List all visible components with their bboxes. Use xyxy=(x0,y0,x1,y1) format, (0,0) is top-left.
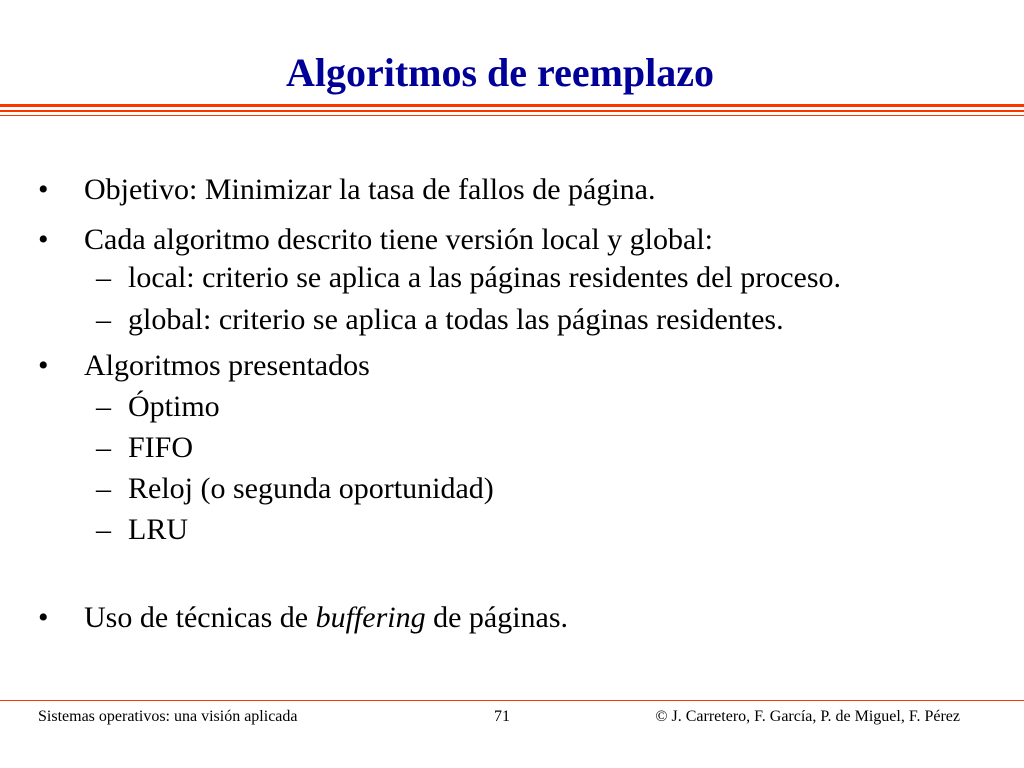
sub-bullet-text-local: local: criterio se aplica a las páginas residentes del proceso. xyxy=(128,261,842,294)
dash-symbol: – xyxy=(96,303,111,336)
sub-bullet-text-reloj: Reloj (o segunda oportunidad) xyxy=(128,472,494,505)
dash-symbol: – xyxy=(96,513,111,546)
bullet-text-algoritmos: Algoritmos presentados xyxy=(84,349,370,382)
dash-symbol: – xyxy=(96,472,111,505)
bullet-symbol: • xyxy=(38,601,49,634)
footer-authors: © J. Carretero, F. García, P. de Miguel, F. Pérez xyxy=(655,708,960,725)
footer-book-title: Sistemas operativos: una visión aplicada xyxy=(38,708,298,725)
bullet-text-uso-emphasis: buffering xyxy=(315,601,426,634)
bullet-symbol: • xyxy=(38,173,49,206)
bullet-text-uso-prefix: Uso de técnicas de xyxy=(84,601,309,634)
bullet-symbol: • xyxy=(38,349,49,382)
footer-page-number: 71 xyxy=(494,708,510,725)
bullet-text-cada-algoritmo: Cada algoritmo descrito tiene versión local y global: xyxy=(84,223,713,256)
sub-bullet-text-lru: LRU xyxy=(128,513,188,546)
bullet-text-uso xyxy=(84,598,568,638)
dash-symbol: – xyxy=(96,261,111,294)
bullet-symbol: • xyxy=(38,223,49,256)
dash-symbol: – xyxy=(96,390,111,423)
sub-bullet-text-optimo: Óptimo xyxy=(128,390,220,423)
dash-symbol: – xyxy=(96,431,111,464)
bullet-text-objetivo: Objetivo: Minimizar la tasa de fallos de página. xyxy=(84,173,656,206)
sub-bullet-text-fifo: FIFO xyxy=(128,431,194,464)
bullet-text-uso-suffix: de páginas. xyxy=(433,601,569,634)
sub-bullet-text-global: global: criterio se aplica a todas las páginas residentes. xyxy=(128,303,784,336)
footer-rule xyxy=(0,700,1024,701)
slide-title: Algoritmos de reemplazo xyxy=(285,50,715,95)
